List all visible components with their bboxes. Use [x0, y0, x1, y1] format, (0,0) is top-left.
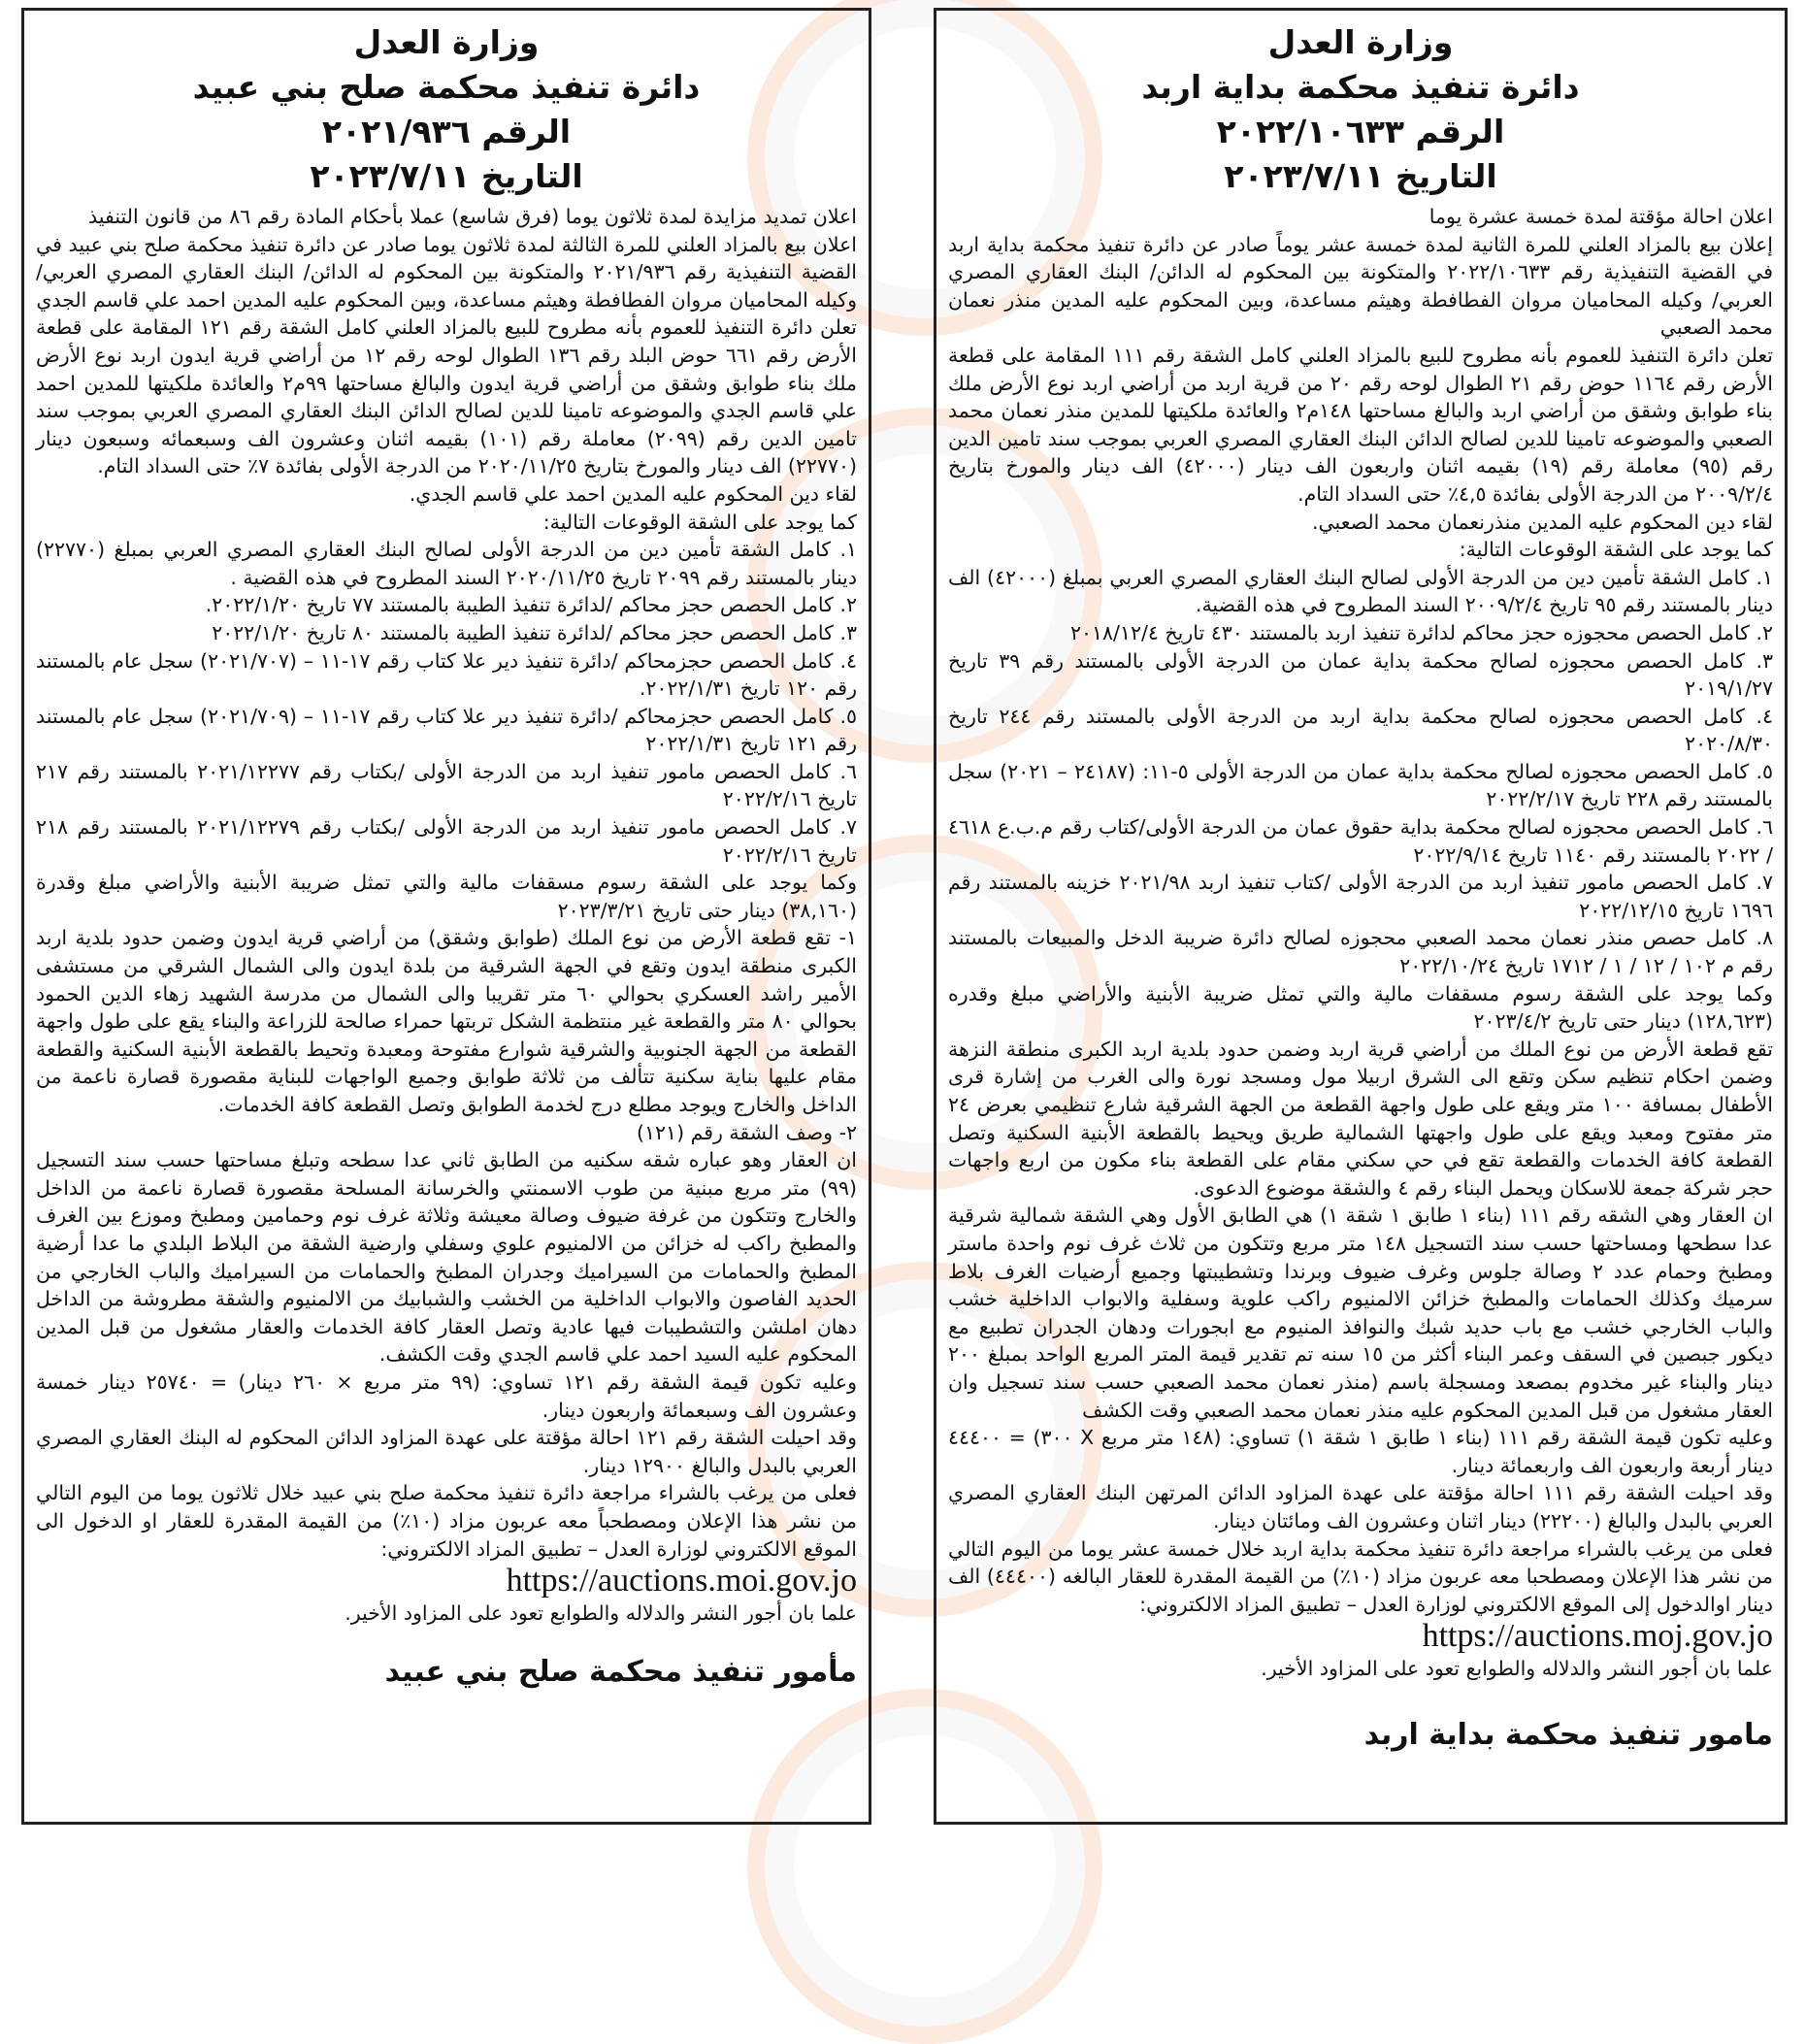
- notice-paragraph: ٦. كامل الحصص مامور تنفيذ اربد من الدرجة الأولى /بكتاب رقم ٢٠٢١/١٢٢٧٧ بالمستند رقم ٢١٧ تاريخ ٢٠٢٢/٢/١٦: [36, 759, 857, 811]
- notice-paragraph: ١. كامل الشقة تأمين دين من الدرجة الأولى لصالح البنك العقاري المصري العربي بمبلغ (٢٢٧٧٠) دينار بالمستند رقم ٢٠٩٩ تاريخ ٢٠٢٠/١١/٢٥ السند المطروح في هذه القضية .: [36, 538, 857, 589]
- notice-paragraph: اعلان تمديد مزايدة لمدة ثلاثون يوما (فرق شاسع) عملا بأحكام المادة رقم ٨٦ من قانون التنفيذ: [88, 205, 857, 228]
- notice-paragraph: ٦. كامل الحصص محجوزه لصالح محكمة بداية حقوق عمان من الدرجة الأولى/كتاب رقم م.ب.ع ٤٦١٨ / ٢٠٢٢ بالمستند رقم ١١٤٠ تاريخ ٢٠٢٢/٩/١٤: [948, 815, 1773, 867]
- notice-bani-obeid-magistrate: [21, 8, 871, 1825]
- notice-body: [36, 203, 857, 1563]
- notice-irbid-first-instance: [934, 8, 1788, 1825]
- notice-paragraph: ان العقار وهي الشقه رقم ١١١ (بناء ١ طابق ١ شقة ١) هي الطابق الأول وهي الشقة شمالية شرقية عدا سطحها ومساحتها حسب سند التسجيل ١٤٨ متر مربع وتتكون من ثلاث غرف نوم واحدة ماستر ومطبخ وحمام عدد ٢ وصالة جلوس وغرف ضيوف وبرندا وتشطيبتها وجميع أرضيات الغرف بلاط سرميك وكذلك الحمامات والمطبخ خزائن الالمنيوم راكب علوية وسفلية والابواب الداخلية خشب والباب الخارجي خشب مع باب حديد شبك والنوافذ المنيوم مع ابجورات ودهان الجدران تطبيع مع ديكور جبصين في السقف وعمر البناء أكثر من ١٥ سنه تم تقدير قيمة المتر المربع الواحد بمبلغ ٢٠٠ دينار والبناء غير مخدوم بمصعد ومسجلة باسم (منذر نعمان محمد الصعبي حسب سند تسجيل وان العقار مشغول من قبل المدين المحكوم عليه منذر نعمان محمد الصعبي وقت الكشف: [948, 1203, 1773, 1422]
- department-title: دائرة تنفيذ محكمة بداية اربد: [1141, 68, 1580, 106]
- notice-paragraph: وعليه تكون قيمة الشقة رقم ١٢١ تساوي: (٩٩ متر مربع × ٢٦٠ دينار) = ٢٥٧٤٠ دينار خمسة وعشرون الف وسبعمائة واربعون دينار.: [36, 1369, 858, 1422]
- notice-paragraph: ١. كامل الشقة تأمين دين من الدرجة الأولى لصالح البنك العقاري المصري العربي بمبلغ (٤٢٠٠٠) الف دينار بالمستند رقم ٩٥ تاريخ ٢٠٠٩/٢/٤ السند المطروح في هذه القضية.: [948, 565, 1773, 617]
- notice-paragraph: ٧. كامل الحصص مامور تنفيذ اربد من الدرجة الأولى /بكتاب رقم ٢٠٢١/١٢٢٧٩ بالمستند رقم ٢١٨ تاريخ ٢٠٢٢/٢/١٦: [36, 815, 857, 867]
- notice-paragraph: إعلان بيع بالمزاد العلني للمرة الثانية لمدة خمسة عشر يوماً صادر عن دائرة تنفيذ محكمة بداية اربد في القضية التنفيذية رقم ٢٠٢٢/١٠٦٣٣ والمتكونة بين المحكوم له الدائن/ البنك العقاري المصري العربي/ وكيله المحاميان مروان الفطافطة وهيثم مساعدة، وبين المحكوم عليه المدين منذر نعمان محمد الصعبي: [948, 232, 1773, 340]
- notice-date: التاريخ ٢٠٢٣/٧/١١: [1224, 157, 1497, 195]
- notice-paragraph: تعلن دائرة التنفيذ للعموم بأنه مطروح للبيع بالمزاد العلني كامل الشقة رقم ١٢١ المقامة على قطعة الأرض رقم ٦٦١ حوض البلد رقم ١٣٦ الطوال لوحه رقم ١٢ من أراضي قرية ايدون اربد نوع الأرض ملك بناء طوابق وشقق من أراضي قرية ايدون والبالغ مساحتها ٩٩م٢ والعائدة ملكيتها للمدين احمد علي قاسم الجدي والموضوعه تامينا للدين لصالح الدائن البنك العقاري المصري العربي بموجب سند تامين الدين رقم (٢٠٩٩) معاملة رقم (١٠١) بقيمه اثنان وعشرون الف وسبعمائه وسبعون دينار (٢٢٧٧٠) الف دينار والمورخ بتاريخ ٢٠٢٠/١١/٢٥ من الدرجة الأولى بفائدة ٧٪ حتى السداد التام.: [36, 315, 857, 478]
- notice-paragraph: اعلان احالة مؤقتة لمدة خمسة عشرة يوما: [1428, 205, 1773, 228]
- case-number: الرقم ٢٠٢١/٩٣٦: [321, 113, 572, 150]
- notice-paragraph: كما يوجد على الشقة الوقوعات التالية:: [542, 510, 857, 534]
- notice-paragraph: لقاء دين المحكوم عليه المدين احمد علي قاسم الجدي.: [409, 481, 857, 506]
- notice-paragraph: ٧. كامل الحصص مامور تنفيذ اربد من الدرجة الأولى /كتاب تنفيذ اربد ٢٠٢١/٩٨ خزينه بالمستند رقم ١٦٩٦ تاريخ ٢٠٢٢/١٢/١٥: [948, 871, 1773, 922]
- notice-paragraph: فعلى من يرغب بالشراء مراجعة دائرة تنفيذ محكمة بداية اربد خلال خمسة عشر يوما من اليوم التالي من نشر هذا الإعلان ومصطحبا معه عربون مزاد (١٠٪) من القيمة المقدرة للعقار البالغه (٤٤٤٠٠) الف دينار اوالدخول إلى الموقع الالكتروني لوزارة العدل – تطبيق المزاد الالكتروني:: [948, 1536, 1773, 1616]
- notice-paragraph: تعلن دائرة التنفيذ للعموم بأنه مطروح للبيع بالمزاد العلني كامل الشقة رقم ١١١ المقامة على قطعة الأرض رقم ١١٦٤ حوض رقم ٢١ الطوال لوحه رقم ٢٠ من قرية اربد من أراضي اربد نوع الأرض ملك بناء طوابق وشقق من أراضي اربد والبالغ مساحتها ١٤٨م٢ والعائدة ملكيتها للمدين منذر نعمان محمد الصعبي والموضوعه تامينا للدين لصالح الدائن البنك العقاري المصري العربي بموجب سند تامين الدين رقم (٩٥) معاملة رقم (١٩) بقيمه اثنان واربعون الف دينار (٤٢٠٠٠) الف دينار والمورخ بتاريخ ٢٠٠٩/٢/٤ من الدرجة الأولى بفائدة ٤,٥٪ حتى السداد التام.: [948, 343, 1774, 506]
- closing-note: علما بان أجور النشر والدلاله والطوابع تعود على المزاود الأخير.: [1261, 1657, 1773, 1681]
- notice-paragraph: وقد احيلت الشقة رقم ١٢١ احالة مؤقتة على عهدة المزاود الدائن المحكوم له البنك العقاري المصري العربي بالبدل والبالغ ١٢٩٠٠ دينار.: [36, 1426, 857, 1477]
- notice-paragraph: وقد احيلت الشقة رقم ١١١ احالة مؤقتة على عهدة المزاود الدائن المرتهن البنك العقاري المصري العربي بالبدل والبالغ (٢٢٢٠٠) دينار اثنان وعشرون الف ومائتان دينار.: [948, 1481, 1773, 1533]
- notice-body: [948, 203, 1773, 1618]
- notice-paragraph: تقع قطعة الأرض من نوع الملك من أراضي قرية اربد وضمن حدود بلدية اربد الكبرى منطقة النزهة وضمن احكام تنظيم سكن وتقع الى الشرق اربيلا مول ومسجد نورة والى الغرب من إشارة قرى الأطفال بمسافة ١٠٠ متر ويقع على طول واجهة القطعة من الجهة الشرقية شارع تنظيمي بعرض ٢٤ متر مفتوح ومعبد ويقع على طول واجهتها الشمالية طريق ويحيط بالقطعة الأبنية السكنية وتصل القطعة كافة الخدمات والقطعة تقع في حي سكني مقام على القطعة بناء مكون من اربع واجهات حجر شركة جمعة للاسكان ويحمل البناء رقم ٤ والشقة موضوع الدعوى.: [948, 1037, 1773, 1200]
- notice-paragraph: ٥. كامل الحصص محجوزه لصالح محكمة بداية عمان من الدرجة الأولى ٥-١١: (٢٤١٨٧ – ٢٠٢١) سجل بالمستند رقم ٢٢٨ تاريخ ٢٠٢٢/٢/١٧: [948, 759, 1773, 811]
- notice-paragraph: لقاء دين المحكوم عليه المدين منذرنعمان محمد الصعبي.: [1311, 510, 1773, 534]
- department-title: دائرة تنفيذ محكمة صلح بني عبيد: [192, 68, 701, 106]
- notice-paragraph: ٨. كامل حصص منذر نعمان محمد الصعبي محجوزه لصالح دائرة ضريبة الدخل والمبيعات بالمستند رقم م ١٠٢ / ١٢ / ١ / ١٧١٢ تاريخ ٢٠٢٢/١٠/٢٤: [948, 926, 1773, 978]
- ministry-title: وزارة العدل: [353, 23, 540, 61]
- notice-paragraph: كما يوجد على الشقة الوقوعات التالية:: [1459, 538, 1773, 562]
- ministry-title: وزارة العدل: [1267, 23, 1454, 61]
- signature: مامور تنفيذ محكمة بداية اربد: [1363, 1717, 1773, 1752]
- auction-url-link[interactable]: https://auctions.moi.gov.jo: [506, 1563, 857, 1599]
- closing-note: علما بان أجور النشر والدلاله والطوابع تعود على المزاود الأخير.: [345, 1601, 857, 1626]
- notice-paragraph: ٢- وصف الشقة رقم (١٢١): [637, 1120, 857, 1144]
- notice-date: التاريخ ٢٠٢٣/٧/١١: [310, 157, 583, 195]
- notice-paragraph: فعلى من يرغب بالشراء مراجعة دائرة تنفيذ محكمة صلح بني عبيد خلال ثلاثون يوما من اليوم التالي من نشر هذا الإعلان ومصطحباً معه عربون مزاد (١٠٪) من القيمة المقدرة للعقار او الدخول الى الموقع الالكتروني لوزارة العدل – تطبيق المزاد الالكتروني:: [36, 1481, 857, 1561]
- notice-paragraph: وكما يوجد على الشقة رسوم مسقفات مالية والتي تمثل ضريبة الأبنية والأراضي مبلغ وقدرة (٣٨,١٦٠) دينار حتى تاريخ ٢٠٢٣/٣/٢١: [36, 871, 857, 922]
- notice-paragraph: ٤. كامل الحصص حجزمحاكم /دائرة تنفيذ دير علا كتاب رقم ١٧-١١ – (٢٠٢١/٧٠٧) سجل عام بالمستند رقم ١٢٠ تاريخ ٢٠٢٢/١/٣١.: [36, 648, 858, 701]
- notice-paragraph: ٢. كامل الحصص محجوزه حجز محاكم لدائرة تنفيذ اربد بالمستند ٤٣٠ تاريخ ٢٠١٨/١٢/٤: [1070, 620, 1773, 644]
- signature: مأمور تنفيذ محكمة صلح بني عبيد: [384, 1654, 857, 1689]
- notice-paragraph: وعليه تكون قيمة الشقة رقم ١١١ (بناء ١ طابق ١ شقة ١) تساوي: (١٤٨ متر مربع X ٣٠٠) = ٤٤٤٠٠ دينار أربعة واربعون الف واربعمائة دينار.: [948, 1426, 1773, 1477]
- notice-paragraph: وكما يوجد على الشقة رسوم مسقفات مالية والتي تمثل ضريبة الأبنية والأراضي مبلغ وقدره (١٢٨,٦٢٣) دينار حتى تاريخ ٢٠٢٣/٤/٢: [948, 981, 1773, 1034]
- notice-paragraph: ٥. كامل الحصص حجزمحاكم /دائرة تنفيذ دير علا كتاب رقم ١٧-١١ – (٢٠٢١/٧٠٩) سجل عام بالمستند رقم ١٢١ تاريخ ٢٠٢٢/١/٣١: [36, 704, 858, 756]
- notice-paragraph: اعلان بيع بالمزاد العلني للمرة الثالثة لمدة ثلاثون يوما صادر عن دائرة تنفيذ محكمة صلح بني عبيد في القضية التنفيذية رقم ٢٠٢١/٩٣٦ والمتكونة بين المحكوم له الدائن/ البنك العقاري المصري العربي/ وكيله المحاميان مروان الفطافطة وهيثم مساعدة، وبين المحكوم عليه المدين احمد علي قاسم الجدي: [36, 232, 857, 312]
- notice-paragraph: ٣. كامل الحصص محجوزه لصالح محكمة بداية عمان من الدرجة الأولى بالمستند رقم ٣٩ تاريخ ٢٠١٩/١/٢٧: [948, 648, 1773, 701]
- case-number: الرقم ٢٠٢٢/١٠٦٣٣: [1216, 113, 1505, 150]
- notice-paragraph: ان العقار وهو عباره شقه سكنيه من الطابق ثاني عدا سطحه وتبلغ مساحتها حسب سند التسجيل (٩٩) متر مربع مبنية من طوب الاسمنتي والخرسانة المسلحة مقصورة قصارة ناعمة من الداخل والخارج وتتكون من غرفة ضيوف وصالة معيشة وثلاثة غرف نوم وحمامين ومطبخ وموزع بين الغرف والمطبخ راكب له خزائن من الالمنيوم علوي وسفلي وارضية الشقة من البلاط البلدي ما عدا أرضية المطبخ والحمامات من السيراميك وجدران المطبخ والحمامات من السيراميك والباب الخارجي من الحديد الفاصون والابواب الداخلية من الخشب والشبابيك من الالمنيوم والشقة مطروشة من الداخل دهان املشن والتشطيبات فيها عادية وتصل العقار كافة الخدمات والعقار مشغول من قبل المدين المحكوم عليه السيد احمد علي قاسم الجدي وقت الكشف.: [36, 1148, 857, 1367]
- auction-url-link[interactable]: https://auctions.moj.gov.jo: [1422, 1618, 1773, 1655]
- notice-paragraph: ١- تقع قطعة الأرض من نوع الملك (طوابق وشقق) من أراضي قرية ايدون وضمن حدود بلدية اربد الكبرى منطقة ايدون وتقع في الجهة الشرقية من بلدة ايدون والى الشمال الشرقي من مستشفى الأمير راشد العسكري بحوالي ٦٠ متر تقريبا والى الشمال من مدرسة الشهيد زهاء الدين الحمود بحوالي ٨٠ متر والقطعة غير منتظمة الشكل تربتها حمراء صالحة للزراعة والبناء يقع على طول واجهة القطعة من الجهة الجنوبية والشرقية شوارع مفتوحة ومعبدة وتحيط بالقطعة الأبنية السكنية والقطعة مقام عليها بناية سكنية تتألف من ثلاثة طوابق وجميع الواجهات للبناية مقصورة قصارة ناعمة من الداخل والخارج ويوجد مطلع درج لخدمة الطوابق وتصل القطعة كافة الخدمات.: [36, 926, 857, 1116]
- notice-paragraph: ٣. كامل الحصص حجز محاكم /لدائرة تنفيذ الطيبة بالمستند ٨٠ تاريخ ٢٠٢٢/١/٢٠: [212, 620, 857, 644]
- notice-paragraph: ٢. كامل الحصص حجز محاكم /لدائرة تنفيذ الطيبة بالمستند ٧٧ تاريخ ٢٠٢٢/١/٢٠.: [205, 593, 857, 617]
- notice-paragraph: ٤. كامل الحصص محجوزه لصالح محكمة بداية اربد من الدرجة الأولى بالمستند رقم ٢٤٤ تاريخ ٢٠٢٠/٨/٣٠: [948, 704, 1774, 756]
